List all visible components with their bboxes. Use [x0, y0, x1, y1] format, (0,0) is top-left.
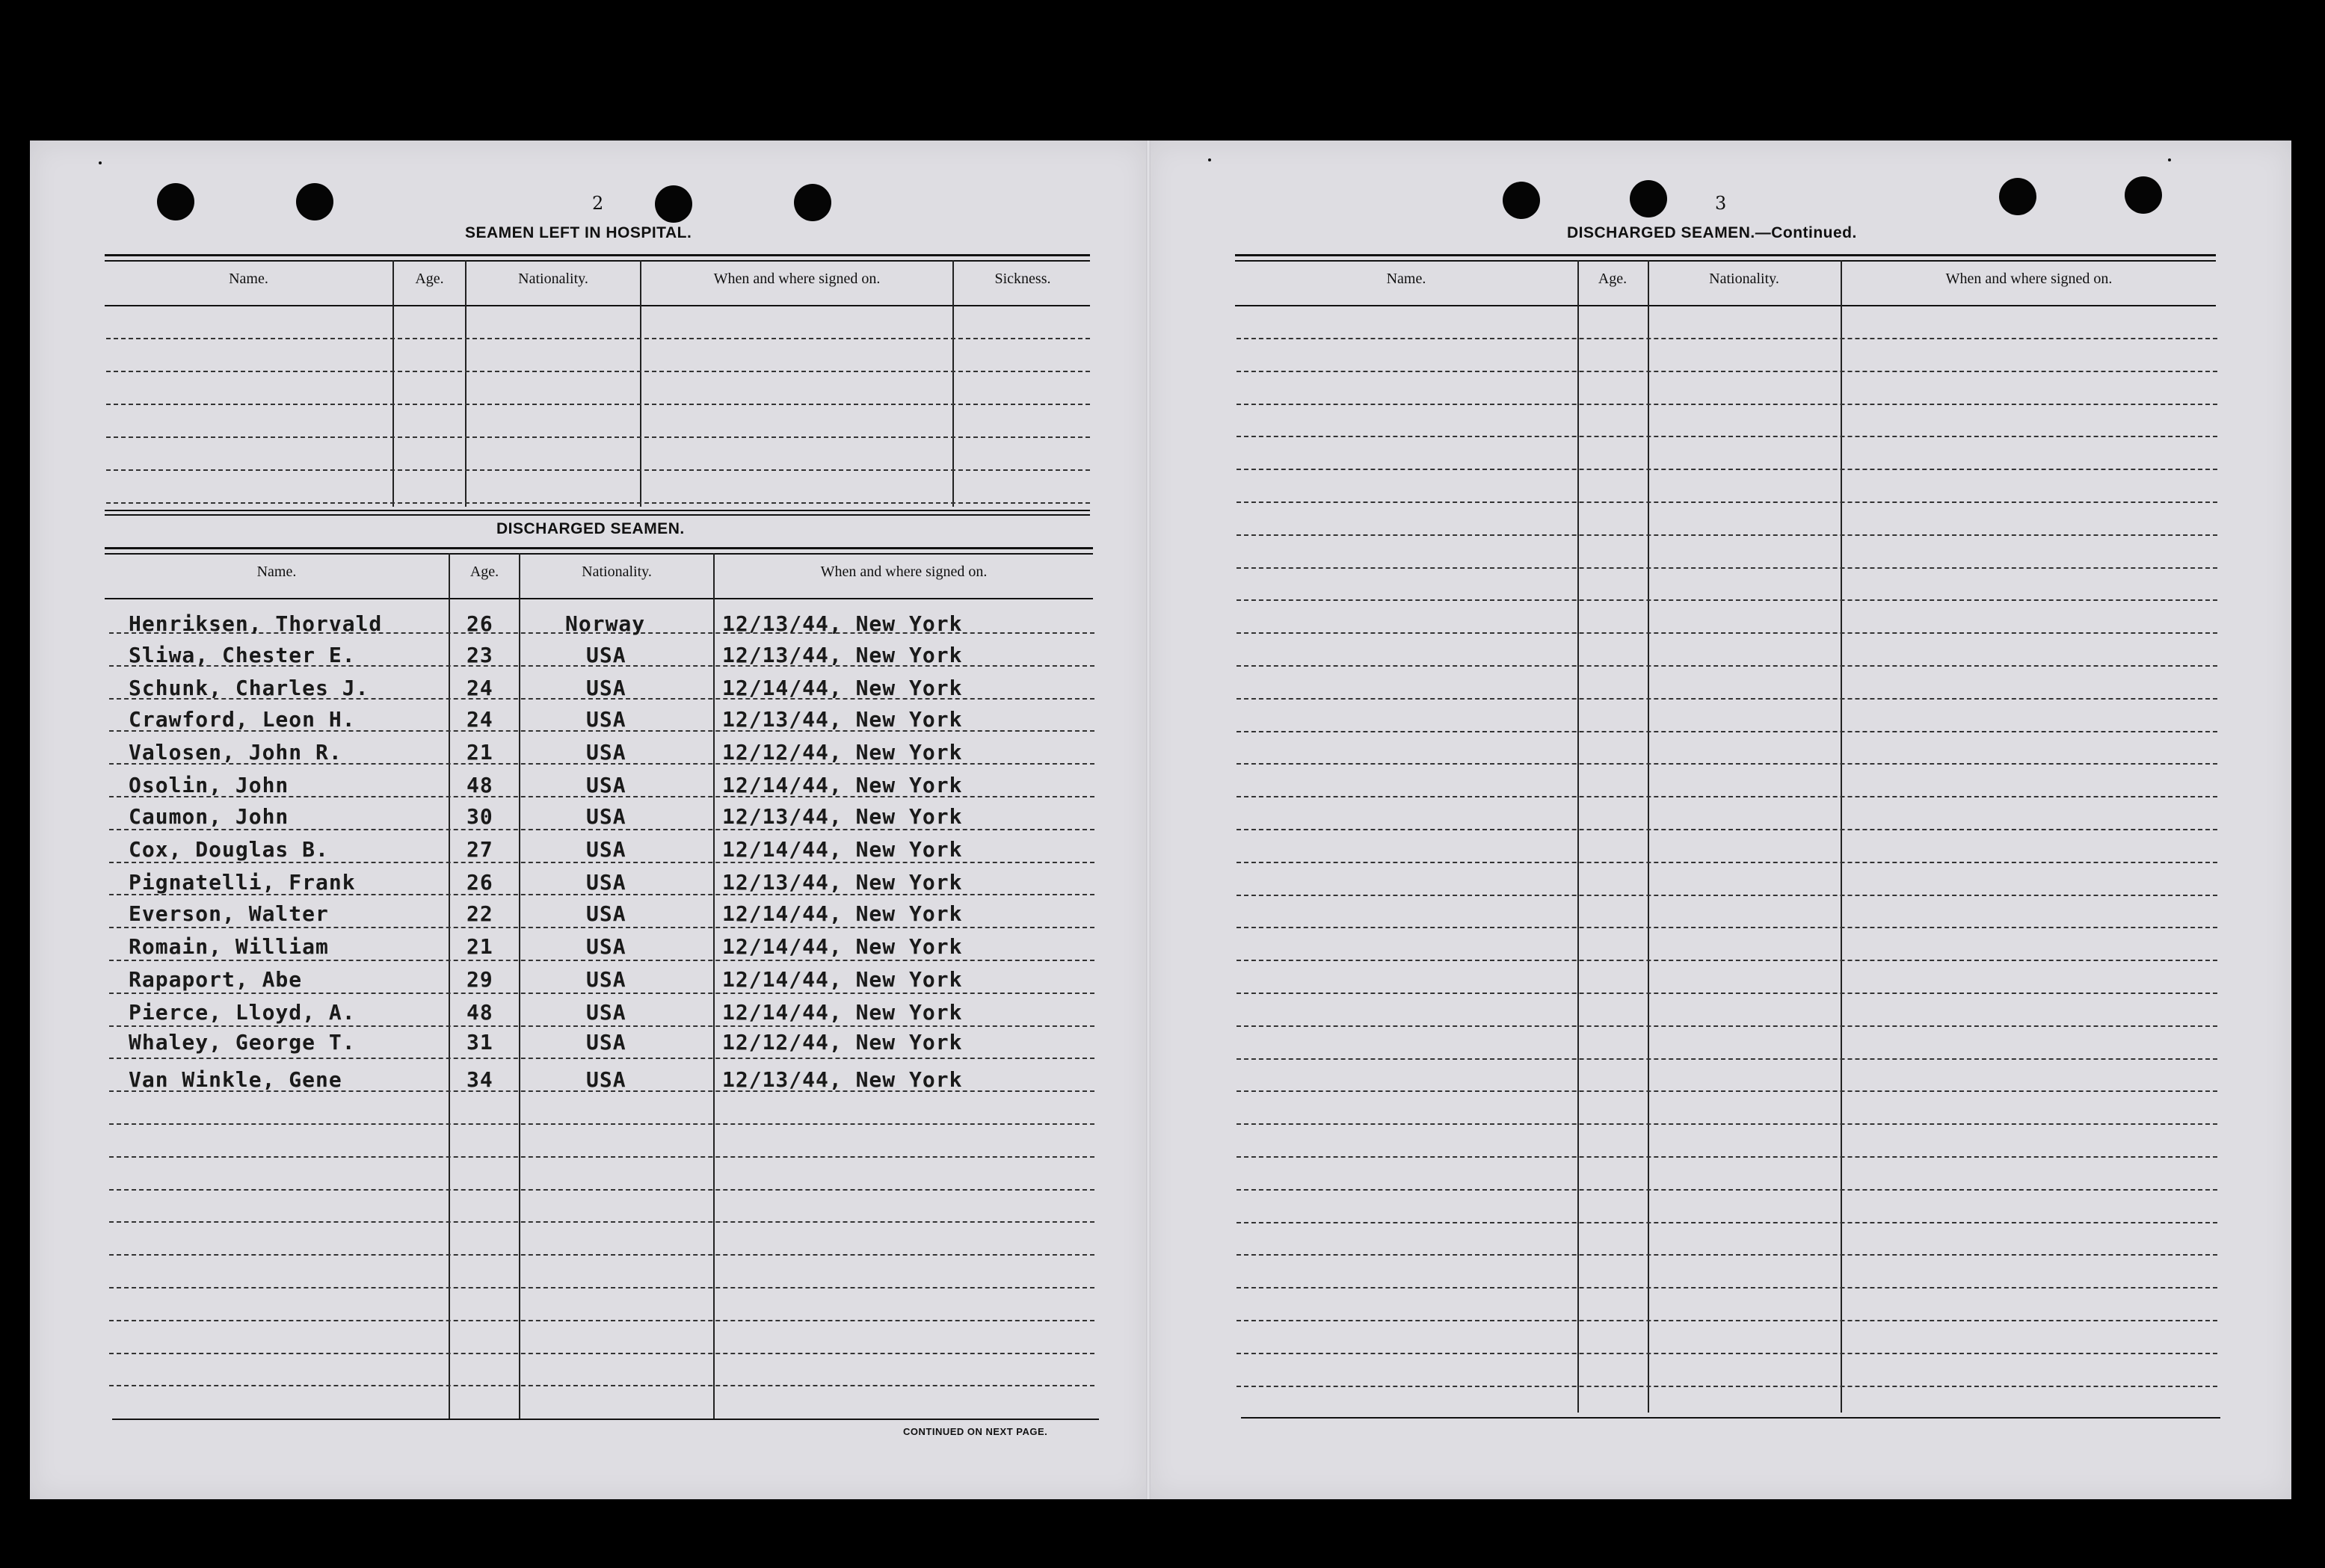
continued-note: CONTINUED ON NEXT PAGE.: [903, 1426, 1048, 1437]
col-header-age: Age.: [415, 271, 444, 287]
cell-name: Henriksen, Thorvald: [129, 611, 383, 636]
cell-age: 23: [466, 643, 493, 667]
ruled-line: [109, 1156, 1094, 1158]
cell-signed-on: 12/14/44, New York: [722, 967, 963, 992]
punch-hole: [655, 185, 692, 223]
ruled-line: [1237, 599, 2217, 601]
ruled-line: [1237, 796, 2217, 797]
ruled-line: [1237, 371, 2217, 372]
ruled-line: [106, 338, 1090, 339]
cell-age: 31: [466, 1030, 493, 1055]
punch-hole: [157, 183, 194, 220]
col-header-name: Name.: [1386, 271, 1426, 287]
ruled-line: [106, 371, 1090, 372]
ruled-line: [109, 993, 1094, 994]
cell-nationality: USA: [586, 740, 626, 765]
cell-name: Crawford, Leon H.: [129, 707, 356, 732]
cell-name: Everson, Walter: [129, 901, 329, 926]
ruled-line: [1237, 338, 2217, 339]
discharged-continued-title: [1567, 224, 1857, 242]
col-divider: [519, 553, 520, 1420]
ruled-line: [1237, 1222, 2217, 1223]
ruled-line: [1237, 698, 2217, 700]
col-header-nationality: Nationality.: [1709, 271, 1779, 287]
cell-nationality: USA: [586, 707, 626, 732]
title-suffix: —Continued.: [1755, 224, 1857, 241]
cell-signed-on: 12/13/44, New York: [722, 1067, 963, 1092]
cell-name: Schunk, Charles J.: [129, 676, 369, 700]
ruled-line: [1237, 993, 2217, 994]
ruled-line: [1237, 404, 2217, 405]
ruled-line: [1237, 1090, 2217, 1092]
ruled-line: [1237, 1386, 2217, 1387]
cell-signed-on: 12/14/44, New York: [722, 837, 963, 862]
ruled-line: [1237, 1189, 2217, 1191]
ruled-line: [109, 927, 1094, 928]
cell-signed-on: 12/13/44, New York: [722, 804, 963, 829]
col-header-nationality: Nationality.: [582, 564, 652, 580]
col-divider: [1577, 260, 1579, 1413]
ruled-line: [1237, 534, 2217, 536]
cell-age: 29: [466, 967, 493, 992]
cell-signed-on: 12/14/44, New York: [722, 901, 963, 926]
cell-name: Pignatelli, Frank: [129, 870, 356, 895]
cell-name: Caumon, John: [129, 804, 289, 829]
speck: [1208, 158, 1211, 161]
punch-hole: [2125, 176, 2162, 214]
punch-hole: [1503, 182, 1540, 219]
ruled-line: [1237, 763, 2217, 765]
cell-name: Whaley, George T.: [129, 1030, 356, 1055]
rule: [1241, 1417, 2220, 1419]
ruled-line: [1237, 1156, 2217, 1158]
ruled-line: [109, 829, 1094, 830]
col-header-signed-on: When and where signed on.: [1945, 271, 2113, 287]
page-fold: [1146, 141, 1151, 1499]
col-divider: [713, 553, 715, 1420]
col-header-name: Name.: [229, 271, 268, 287]
rule: [1235, 254, 2216, 256]
ruled-line: [109, 1025, 1094, 1027]
rule: [105, 598, 1093, 599]
ruled-line: [109, 1058, 1094, 1059]
cell-name: Rapaport, Abe: [129, 967, 303, 992]
cell-signed-on: 12/14/44, New York: [722, 773, 963, 797]
ruled-line: [1237, 632, 2217, 634]
cell-nationality: USA: [586, 676, 626, 700]
ruled-line: [1237, 1353, 2217, 1354]
ruled-line: [1237, 1058, 2217, 1060]
rule: [105, 553, 1093, 555]
cell-name: Romain, William: [129, 934, 329, 959]
cell-nationality: USA: [586, 804, 626, 829]
cell-signed-on: 12/13/44, New York: [722, 643, 963, 667]
ruled-line: [1237, 1320, 2217, 1321]
cell-name: Osolin, John: [129, 773, 289, 797]
punch-hole: [1999, 178, 2036, 215]
ruled-line: [1237, 895, 2217, 896]
col-divider: [1648, 260, 1649, 1413]
ruled-line: [1237, 829, 2217, 830]
cell-age: 22: [466, 901, 493, 926]
ruled-line: [109, 1189, 1094, 1191]
cell-age: 21: [466, 934, 493, 959]
punch-hole: [296, 183, 333, 220]
ruled-line: [1237, 436, 2217, 437]
cell-age: 27: [466, 837, 493, 862]
cell-signed-on: 12/12/44, New York: [722, 1030, 963, 1055]
ruled-line: [109, 960, 1094, 961]
ruled-line: [1237, 960, 2217, 961]
col-divider: [1841, 260, 1842, 1413]
ruled-line: [109, 1320, 1094, 1321]
ruled-line: [109, 1221, 1094, 1223]
col-header-signed-on: When and where signed on.: [820, 564, 988, 580]
ruled-line: [1237, 862, 2217, 863]
col-header-signed-on: When and where signed on.: [713, 271, 881, 287]
cell-name: Pierce, Lloyd, A.: [129, 1000, 356, 1025]
ruled-line: [109, 1254, 1094, 1256]
cell-age: 26: [466, 870, 493, 895]
cell-age: 24: [466, 707, 493, 732]
col-header-name: Name.: [256, 564, 297, 580]
speck: [99, 161, 102, 164]
col-header-age: Age.: [469, 564, 499, 580]
cell-nationality: USA: [586, 901, 626, 926]
rule: [1235, 305, 2216, 306]
discharged-section-title: DISCHARGED SEAMEN.: [496, 520, 685, 537]
ruled-line: [109, 1123, 1094, 1125]
cell-nationality: USA: [586, 1030, 626, 1055]
col-header-age: Age.: [1598, 271, 1628, 287]
cell-signed-on: 12/12/44, New York: [722, 740, 963, 765]
rule: [105, 254, 1090, 256]
cell-nationality: USA: [586, 773, 626, 797]
ruled-line: [106, 502, 1090, 504]
cell-name: Sliwa, Chester E.: [129, 643, 356, 667]
cell-name: Van Winkle, Gene: [129, 1067, 342, 1092]
cell-nationality: USA: [586, 967, 626, 992]
rule: [105, 305, 1090, 306]
speck: [2168, 158, 2171, 161]
ruled-line: [1237, 1123, 2217, 1125]
cell-age: 34: [466, 1067, 493, 1092]
col-header-nationality: Nationality.: [518, 271, 588, 287]
ruled-line: [109, 1353, 1094, 1354]
rule: [105, 510, 1090, 511]
punch-hole: [794, 184, 831, 221]
ruled-line: [1237, 469, 2217, 470]
cell-age: 24: [466, 676, 493, 700]
title-main: DISCHARGED SEAMEN.: [1567, 224, 1755, 241]
cell-nationality: Norway: [565, 611, 646, 636]
ruled-line: [1237, 501, 2217, 503]
cell-nationality: USA: [586, 1000, 626, 1025]
cell-signed-on: 12/14/44, New York: [722, 934, 963, 959]
ruled-line: [106, 436, 1090, 438]
ruled-line: [1237, 665, 2217, 667]
cell-name: Cox, Douglas B.: [129, 837, 329, 862]
rule: [105, 514, 1090, 516]
cell-age: 21: [466, 740, 493, 765]
cell-signed-on: 12/13/44, New York: [722, 611, 963, 636]
cell-signed-on: 12/14/44, New York: [722, 676, 963, 700]
cell-signed-on: 12/13/44, New York: [722, 870, 963, 895]
rule: [112, 1419, 1099, 1420]
col-divider: [449, 553, 450, 1420]
cell-nationality: USA: [586, 1067, 626, 1092]
right-page: [1148, 141, 2291, 1499]
cell-nationality: USA: [586, 837, 626, 862]
rule: [1235, 260, 2216, 262]
ruled-line: [106, 404, 1090, 405]
ruled-line: [106, 469, 1090, 471]
rule: [105, 260, 1090, 262]
cell-age: 48: [466, 1000, 493, 1025]
cell-age: 48: [466, 773, 493, 797]
cell-nationality: USA: [586, 870, 626, 895]
cell-age: 26: [466, 611, 493, 636]
ruled-line: [1237, 567, 2217, 569]
ruled-line: [1237, 927, 2217, 928]
ruled-line: [1237, 1025, 2217, 1027]
cell-age: 30: [466, 804, 493, 829]
cell-nationality: USA: [586, 643, 626, 667]
page-number: 2: [592, 193, 604, 214]
ruled-line: [1237, 1287, 2217, 1288]
cell-name: Valosen, John R.: [129, 740, 342, 765]
rule: [105, 547, 1093, 549]
cell-signed-on: 12/14/44, New York: [722, 1000, 963, 1025]
cell-nationality: USA: [586, 934, 626, 959]
ruled-line: [109, 1385, 1094, 1386]
cell-signed-on: 12/13/44, New York: [722, 707, 963, 732]
punch-hole: [1630, 180, 1667, 217]
ruled-line: [1237, 1254, 2217, 1256]
page-number: 3: [1715, 193, 1727, 214]
hospital-section-title: SEAMEN LEFT IN HOSPITAL.: [465, 224, 692, 241]
ruled-line: [109, 1287, 1094, 1288]
col-header-sickness: Sickness.: [994, 271, 1051, 287]
ruled-line: [1237, 731, 2217, 732]
